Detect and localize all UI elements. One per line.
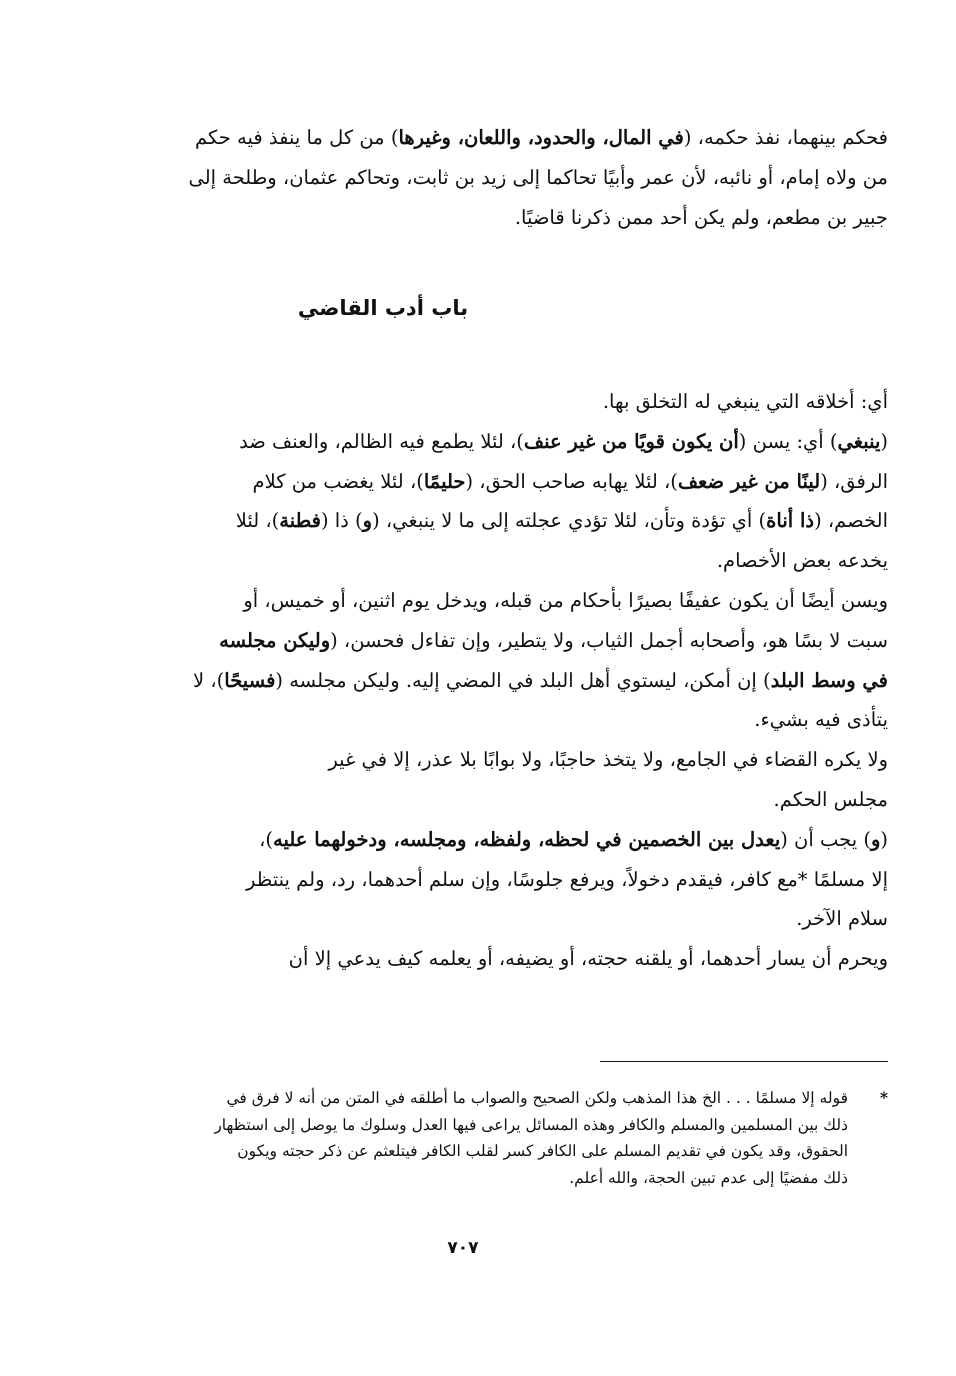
text-line: ويسن أيضًا أن يكون عفيفًا بصيرًا بأحكام من قبله، ويدخل يوم اثنين، أو خميس، أو: [243, 588, 888, 612]
text-run: ) ذا (: [320, 509, 363, 533]
text-run: )،: [259, 827, 274, 851]
footnote-separator: [600, 1061, 888, 1062]
text-line: [150, 621, 888, 661]
bold-matn-text: وليكن مجلسه: [219, 628, 331, 652]
bold-matn-text: و: [362, 509, 373, 533]
bold-matn-text: في المال، والحدود، واللعان، وغيرها: [398, 126, 684, 149]
text-line: أي: أخلاقه التي ينبغي له التخلق بها.: [602, 390, 888, 413]
footnote-line: الحقوق، وقد يكون في تقديم المسلم على الكافر كسر لقلب الكافر فيتلعثم عن ذكر حجته ويكون: [237, 1142, 848, 1160]
text-run: (: [880, 827, 888, 851]
text-run: الرفق، (: [820, 469, 888, 493]
bold-matn-text: ينبغي: [837, 429, 881, 453]
footnote-line: ذلك مفضيًا إلى عدم تبين الحجة، والله أعلم.: [569, 1168, 848, 1187]
text-run: )، لئلا يغضب من كلام: [252, 469, 424, 493]
text-run: ) إن أمكن، ليستوي أهل البلد في المضي إليه. وليكن مجلسه (: [275, 668, 771, 692]
top-paragraph: [150, 118, 888, 237]
text-line: جبير بن مطعم، ولم يكن أحد ممن ذكرنا قاضيًا.: [514, 205, 888, 229]
text-run: )، لئلا: [235, 509, 280, 533]
bold-matn-text: يعدل بين الخصمين في لحظه، ولفظه، ومجلسه، ودخولهما عليه: [273, 827, 781, 851]
main-text: [150, 382, 888, 979]
text-run: ) يجب أن (: [780, 827, 871, 851]
text-line: ويحرم أن يسار أحدهما، أو يلقنه حجته، أو يضيفه، أو يعلمه كيف يدعي إلا أن: [288, 947, 888, 971]
text-run: ) من كل ما ينفذ فيه حكم: [195, 126, 399, 149]
text-line: [150, 820, 888, 860]
text-line: [150, 422, 888, 462]
text-line: سلام الآخر.: [796, 907, 888, 931]
paragraph-1: [150, 382, 888, 422]
text-run: فحكم بينهما، نفذ حكمه، (: [683, 126, 888, 149]
footnote-line: ذلك بين المسلمين والمسلم والكافر وهذه المسائل يراعى فيها العدل وسلوك ما يوصل إلى استظهار: [214, 1115, 848, 1134]
bold-matn-text: و: [870, 827, 881, 851]
text-line: [150, 462, 888, 502]
text-run: (: [880, 429, 888, 453]
paragraph-6: [150, 939, 888, 979]
paragraph-2: [150, 422, 888, 581]
text-run: )، لئلا يطمع فيه الظالم، والعنف ضد: [239, 429, 524, 453]
bold-matn-text: في وسط البلد: [770, 668, 888, 692]
text-line: [150, 118, 888, 158]
text-line: [150, 501, 888, 541]
footnote: [150, 1085, 888, 1191]
bold-matn-text: فطنة: [279, 509, 321, 533]
paragraph-4: [150, 740, 888, 820]
text-line: مجلس الحكم.: [773, 787, 888, 811]
footnote-line: قوله إلا مسلمًا . . . الخ هذا المذهب ولكن الصحيح والصواب ما أطلقه في المتن من أنه لا فرق في: [226, 1089, 848, 1107]
text-line: من ولاه إمام، أو نائبه، لأن عمر وأبيًا تحاكما إلى زيد بن ثابت، وتحاكم عثمان، وطلحة إلى: [188, 165, 888, 189]
paragraph-continuation: [150, 118, 888, 237]
page-number: ٧٠٧: [447, 1238, 479, 1258]
footnote-text: [150, 1085, 848, 1191]
text-line: ولا يكره القضاء في الجامع، ولا يتخذ حاجبًا، ولا بوابًا بلا عذر، إلا في غير: [328, 748, 888, 772]
paragraph-5: [150, 820, 888, 939]
footnote-marker: *: [879, 1088, 888, 1107]
chapter-heading: باب أدب القاضي: [297, 296, 469, 320]
text-run: )، لا: [193, 668, 225, 692]
text-run: )، لئلا يهابه صاحب الحق، (: [465, 469, 678, 493]
text-line: يتأذى فيه بشيء.: [754, 708, 888, 732]
text-run: ) أي: يسن (: [738, 429, 838, 453]
bold-matn-text: أن يكون قويًا من غير عنف: [523, 429, 739, 453]
text-line: يخدعه بعض الأخصام.: [716, 549, 888, 573]
text-line: إلا مسلمًا *مع كافر، فيقدم دخولاً، ويرفع جلوسًا، وإن سلم أحدهما، رد، ولم ينتظر: [246, 867, 888, 891]
text-run: ) أي تؤدة وتأن، لئلا تؤدي عجلته إلى ما لا ينبغي، (: [372, 509, 767, 533]
bold-matn-text: حليمًا: [423, 469, 466, 493]
bold-matn-text: ذا أناة: [766, 509, 815, 533]
text-run: سبت لا بسًا هو، وأصحابه أجمل الثياب، ولا يتطير، وإن تفاءل فحسن، (: [330, 628, 888, 652]
text-run: الخصم، (: [814, 509, 888, 533]
bold-matn-text: فسيحًا: [224, 668, 276, 692]
paragraph-3: [150, 581, 888, 740]
bold-matn-text: لينًا من غير ضعف: [677, 469, 821, 493]
text-line: [150, 661, 888, 701]
